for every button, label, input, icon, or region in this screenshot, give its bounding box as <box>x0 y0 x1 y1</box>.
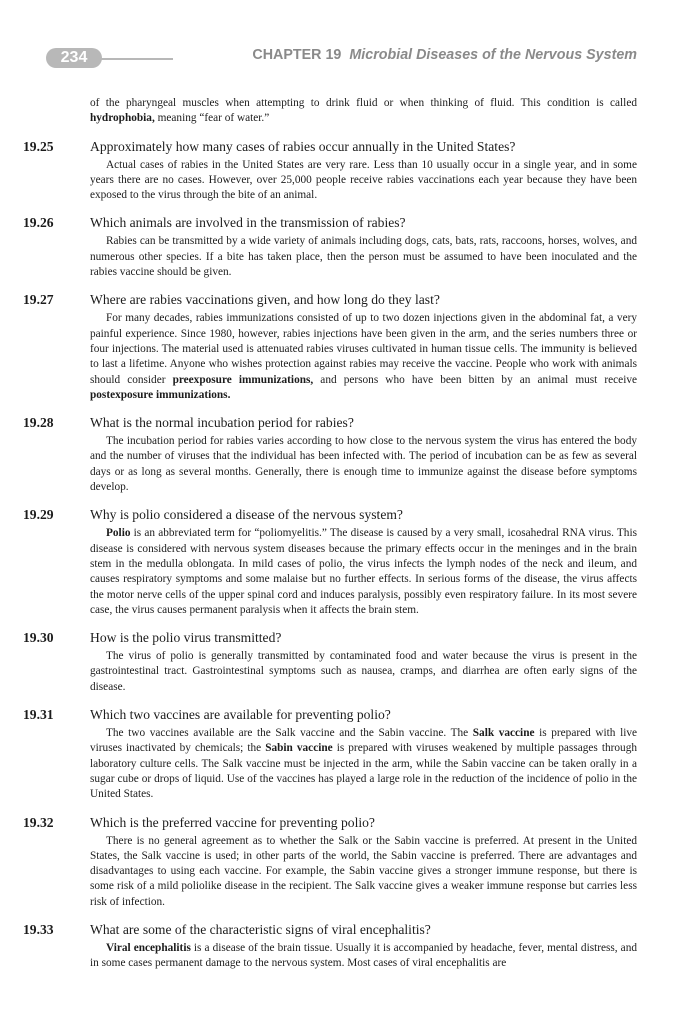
running-header <box>0 40 683 80</box>
term-sabin-vaccine: Sabin vaccine <box>265 742 333 755</box>
question-text: Why is polio considered a disease of the nervous system? <box>90 507 403 523</box>
answer-19-28: The incubation period for rabies varies according to how close to the nervous system the virus has entered the body and the number of viruses that the individual has been infected with. The period of incubation can be as few as several days or as long as several months. Generally, there is enough time to immunize against the disease before symptoms develop. <box>90 435 637 494</box>
question-number: 19.25 <box>23 138 54 154</box>
chapter-title <box>252 47 637 63</box>
term-salk-vaccine: Salk vaccine <box>472 727 535 740</box>
question-19-27 <box>23 291 637 308</box>
question-number: 19.32 <box>23 814 54 830</box>
question-19-28 <box>23 414 637 431</box>
header-rule <box>98 58 173 60</box>
question-number: 19.29 <box>23 507 54 523</box>
answer-19-27: For many decades, rabies immunizations consisted of up to two dozen injections given in the abdominal fat, a very painful experience. Since 1980, however, rabies injections have been given in the arm, and the series numbers three or four injections. The material used is attenuated rabies viruses cultivated in human tissue cells. The immunity is believed to last a lifetime. Anyone who wishes protection against rabies may receive the vaccine. People who work with animals should consider preexposure immunizations, and persons who have been bitten by an animal must receive postexposure immunizations. <box>90 312 637 401</box>
page-body <box>23 96 637 972</box>
question-text: Which two vaccines are available for preventing polio? <box>90 707 391 723</box>
question-19-30 <box>23 629 637 646</box>
question-number: 19.26 <box>23 215 54 231</box>
term-preexposure: preexposure immunizations, <box>172 373 314 386</box>
question-number: 19.33 <box>23 921 54 937</box>
question-19-31 <box>23 706 637 723</box>
question-text: Where are rabies vaccinations given, and how long do they last? <box>90 292 440 308</box>
question-19-29 <box>23 506 637 523</box>
continuation-paragraph: of the pharyngeal muscles when attempting to drink fluid or when thinking of fluid. This condition is called hydrophobia, meaning “fear of water.” <box>90 97 637 125</box>
question-text: Which is the preferred vaccine for preventing polio? <box>90 814 375 830</box>
question-text: How is the polio virus transmitted? <box>90 630 282 646</box>
question-number: 19.27 <box>23 292 54 308</box>
page-number-badge: 234 <box>46 48 102 68</box>
chapter-name: Microbial Diseases of the Nervous System <box>349 47 637 63</box>
question-19-32 <box>23 814 637 831</box>
question-number: 19.31 <box>23 707 54 723</box>
chapter-label: CHAPTER 19 <box>252 47 342 63</box>
term-viral-encephalitis: Viral encephalitis <box>106 941 191 954</box>
answer-19-31: The two vaccines available are the Salk vaccine and the Sabin vaccine. The Salk vaccine is prepared with live viruses inactivated by chemicals; the Sabin vaccine is prepared with viruses weakened by multiple passages through laboratory culture cells. The Salk vaccine must be injected in the arm, while the Sabin vaccine can be taken orally in a sugar cube or drops of liquid. Use of the vaccines has played a large role in the reduction of the incidence of polio in the United States. <box>90 727 638 801</box>
question-19-25 <box>23 138 637 155</box>
question-text: Which animals are involved in the transmission of rabies? <box>90 215 406 231</box>
answer-19-30: The virus of polio is generally transmitted by contaminated food and water because the virus is present in the gastrointestinal tract. Gastrointestinal symptoms such as nausea, cramps, and diarrhea are often early signs of the disease. <box>90 650 637 693</box>
question-number: 19.28 <box>23 415 54 431</box>
answer-19-26: Rabies can be transmitted by a wide variety of animals including dogs, cats, bats, rats, raccoons, horses, wolves, and numerous other species. If a bite has taken place, then the person must be assumed to have been inoculated and the rabies vaccine should be given. <box>90 235 637 279</box>
question-text: Approximately how many cases of rabies occur annually in the United States? <box>90 138 516 154</box>
question-text: What is the normal incubation period for rabies? <box>90 415 354 431</box>
answer-19-32: There is no general agreement as to whether the Salk or the Sabin vaccine is preferred. At present in the United States, the Salk vaccine is used; in other parts of the world, the Sabin vaccine is preferred. There are advantages and disadvantages to using each vaccine. For example, the Sabin vaccine gives a stronger immune response, but there is some risk of a mild poliolike disease in the recipient. The Salk vaccine gives a weaker immune response but carries less risk of infection. <box>90 834 637 908</box>
question-19-33 <box>23 921 637 938</box>
answer-19-25: Actual cases of rabies in the United States are very rare. Less than 10 usually occur in a single year, and in some years there are no cases. However, over 25,000 people receive rabies vaccinations each year because they have been exposed to the virus through the bite of an animal. <box>90 158 637 202</box>
question-number: 19.30 <box>23 630 54 646</box>
term-polio: Polio <box>106 527 131 540</box>
term-postexposure: postexposure immunizations. <box>90 388 231 401</box>
term-hydrophobia: hydrophobia, <box>90 112 155 125</box>
question-19-26 <box>23 214 637 231</box>
question-text: What are some of the characteristic signs of viral encephalitis? <box>90 921 431 937</box>
answer-19-33: Viral encephalitis is a disease of the brain tissue. Usually it is accompanied by headache, fever, mental distress, and in some cases permanent damage to the nervous system. Most cases of viral encephalitis are <box>90 941 637 970</box>
answer-19-29: Polio is an abbreviated term for “poliomyelitis.” The disease is caused by a very small, icosahedral RNA virus. This disease is considered with nervous system diseases because the primary effects occur in the meninges and in the brain stem in the medulla oblongata. In mild cases of polio, the virus infects the lymph nodes of the neck and ileum, and causes respiratory symptoms and some malaise but no further effects. In serious forms of the disease, the virus affects the motor nerve cells of the upper spinal cord and induces paralysis, possibly even respiratory failure. In its most severe case, the virus causes permanent paralysis when it affects the brain stem. <box>90 527 637 616</box>
